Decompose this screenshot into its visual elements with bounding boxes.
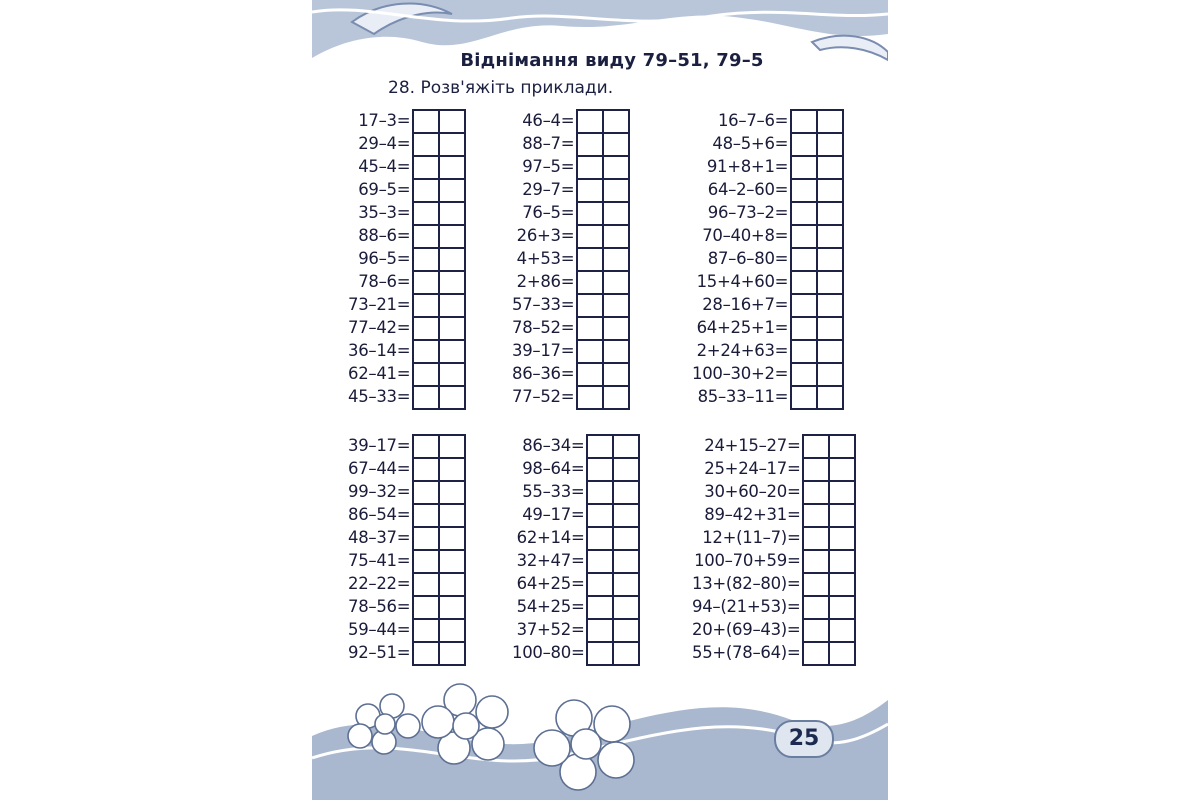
answer-cell[interactable] [830,551,854,572]
expression: 62–41= [348,364,411,383]
answer-cell[interactable] [804,528,830,549]
expression: 46–4= [522,111,575,130]
answer-grid[interactable] [790,109,844,410]
expression: 45–4= [358,157,411,176]
answer-cell[interactable] [818,226,842,247]
answer-cell[interactable] [792,249,818,270]
answer-row [804,459,854,482]
answer-row [792,295,842,318]
block-bottom-middle [512,434,640,666]
answer-cell[interactable] [614,528,638,549]
expression: 2+86= [516,272,575,291]
answer-row [588,505,638,528]
answer-row [792,134,842,157]
answer-row [588,620,638,643]
answer-cell[interactable] [578,272,604,293]
answer-cell[interactable] [440,551,464,572]
answer-row [414,295,464,318]
answer-cell[interactable] [440,249,464,270]
answer-cell[interactable] [614,551,638,572]
answer-cell[interactable] [578,295,604,316]
expression: 39–17= [512,341,575,360]
expression: 35–3= [358,203,411,222]
answer-cell[interactable] [440,459,464,480]
answer-cell[interactable] [414,180,440,201]
answer-row [578,341,628,364]
answer-row [792,226,842,249]
answer-cell[interactable] [440,387,464,408]
answer-cell[interactable] [604,318,628,339]
answer-grid[interactable] [412,109,466,410]
answer-cell[interactable] [614,643,638,664]
expression: 78–52= [512,318,575,337]
answer-row [414,203,464,226]
expression: 86–54= [348,505,411,524]
answer-cell[interactable] [830,528,854,549]
answer-cell[interactable] [818,203,842,224]
answer-cell[interactable] [414,643,440,664]
answer-row [588,528,638,551]
answer-row [414,482,464,505]
answer-cell[interactable] [414,505,440,526]
expression: 16–7–6= [717,111,789,130]
expression: 55–33= [522,482,585,501]
answer-cell[interactable] [792,295,818,316]
answer-row [588,551,638,574]
answer-row [414,597,464,620]
answer-cell[interactable] [830,436,854,457]
answer-cell[interactable] [818,180,842,201]
answer-row [792,111,842,134]
expression: 96–5= [358,249,411,268]
answer-cell[interactable] [414,295,440,316]
answer-row [792,341,842,364]
answer-cell[interactable] [804,459,830,480]
answer-cell[interactable] [588,436,614,457]
expression: 94–(21+53)= [692,597,801,616]
answer-cell[interactable] [414,436,440,457]
answer-cell[interactable] [604,134,628,155]
expression: 91+8+1= [706,157,789,176]
expression: 88–6= [358,226,411,245]
answer-cell[interactable] [818,387,842,408]
answer-cell[interactable] [792,134,818,155]
expression: 20+(69–43)= [692,620,801,639]
answer-cell[interactable] [578,157,604,178]
expression: 4+53= [516,249,575,268]
answer-cell[interactable] [588,597,614,618]
answer-cell[interactable] [604,295,628,316]
answer-cell[interactable] [792,111,818,132]
answer-cell[interactable] [440,597,464,618]
answer-row [588,597,638,620]
expression: 55+(78–64)= [692,643,801,662]
answer-row [578,295,628,318]
answer-cell[interactable] [414,226,440,247]
answer-cell[interactable] [414,341,440,362]
expression-list [348,109,410,408]
expression: 86–36= [512,364,575,383]
answer-cell[interactable] [578,387,604,408]
answer-cell[interactable] [604,203,628,224]
answer-cell[interactable] [414,111,440,132]
answer-cell[interactable] [578,180,604,201]
answer-cell[interactable] [818,295,842,316]
expression: 100–70+59= [694,551,801,570]
answer-row [578,387,628,408]
answer-cell[interactable] [804,574,830,595]
answer-row [414,620,464,643]
expression: 76–5= [522,203,575,222]
answer-cell[interactable] [604,249,628,270]
answer-cell[interactable] [414,620,440,641]
answer-row [588,482,638,505]
answer-cell[interactable] [830,620,854,641]
block-top-middle [512,109,630,410]
expression: 30+60–20= [704,482,801,501]
expression: 98–64= [522,459,585,478]
expression: 97–5= [522,157,575,176]
answer-cell[interactable] [614,436,638,457]
answer-cell[interactable] [440,272,464,293]
expression: 75–41= [348,551,411,570]
answer-row [414,505,464,528]
answer-cell[interactable] [440,318,464,339]
answer-cell[interactable] [792,341,818,362]
expression: 32+47= [516,551,585,570]
answer-cell[interactable] [588,482,614,503]
answer-cell[interactable] [604,157,628,178]
answer-cell[interactable] [830,597,854,618]
answer-cell[interactable] [588,620,614,641]
answer-cell[interactable] [578,203,604,224]
answer-cell[interactable] [440,203,464,224]
expression-list [348,434,410,664]
answer-cell[interactable] [578,226,604,247]
answer-row [414,111,464,134]
answer-cell[interactable] [414,318,440,339]
expression: 57–33= [512,295,575,314]
expression: 28–16+7= [702,295,789,314]
answer-cell[interactable] [818,249,842,270]
answer-cell[interactable] [614,597,638,618]
answer-cell[interactable] [614,505,638,526]
expression: 70–40+8= [702,226,789,245]
answer-cell[interactable] [614,459,638,480]
answer-row [804,528,854,551]
answer-cell[interactable] [440,482,464,503]
answer-cell[interactable] [414,482,440,503]
answer-row [578,318,628,341]
answer-row [414,226,464,249]
answer-cell[interactable] [830,643,854,664]
answer-cell[interactable] [440,364,464,385]
answer-cell[interactable] [588,505,614,526]
answer-cell[interactable] [792,180,818,201]
answer-cell[interactable] [818,364,842,385]
answer-cell[interactable] [818,318,842,339]
answer-row [414,459,464,482]
answer-cell[interactable] [414,551,440,572]
expression: 78–56= [348,597,411,616]
block-bottom-right [692,434,856,666]
answer-cell[interactable] [792,364,818,385]
answer-cell[interactable] [818,341,842,362]
answer-cell[interactable] [604,111,628,132]
answer-cell[interactable] [804,551,830,572]
answer-row [804,620,854,643]
expression: 12+(11–7)= [702,528,801,547]
block-bottom-left [348,434,466,666]
answer-row [792,387,842,408]
answer-cell[interactable] [604,364,628,385]
expression: 92–51= [348,643,411,662]
answer-cell[interactable] [804,597,830,618]
answer-cell[interactable] [792,226,818,247]
expression: 77–52= [512,387,575,406]
expression-list [512,109,574,408]
expression: 88–7= [522,134,575,153]
answer-row [588,574,638,597]
answer-cell[interactable] [440,436,464,457]
answer-row [578,111,628,134]
expression: 87–6–80= [707,249,789,268]
answer-cell[interactable] [414,134,440,155]
answer-row [414,551,464,574]
answer-cell[interactable] [588,574,614,595]
expression: 73–21= [348,295,411,314]
expression: 77–42= [348,318,411,337]
answer-cell[interactable] [414,528,440,549]
answer-row [578,180,628,203]
expression: 48–37= [348,528,411,547]
answer-cell[interactable] [604,272,628,293]
answer-cell[interactable] [414,249,440,270]
block-top-right [692,109,844,410]
answer-cell[interactable] [440,180,464,201]
answer-grid[interactable] [802,434,856,666]
answer-grid[interactable] [412,434,466,666]
expression: 48–5+6= [712,134,789,153]
answer-row [792,180,842,203]
workbook-page [312,0,888,800]
answer-row [804,436,854,459]
expression: 99–32= [348,482,411,501]
answer-cell[interactable] [440,226,464,247]
answer-cell[interactable] [588,551,614,572]
answer-cell[interactable] [440,295,464,316]
expression-list [692,434,800,664]
expression: 100–30+2= [692,364,789,383]
answer-cell[interactable] [604,180,628,201]
answer-cell[interactable] [414,203,440,224]
answer-row [792,318,842,341]
answer-grid[interactable] [586,434,640,666]
page-inner [312,0,888,800]
answer-row [578,134,628,157]
answer-cell[interactable] [614,620,638,641]
answer-cell[interactable] [804,436,830,457]
answer-row [804,643,854,664]
expression: 59–44= [348,620,411,639]
answer-cell[interactable] [818,111,842,132]
answer-row [414,157,464,180]
expression: 24+15–27= [704,436,801,455]
answer-cell[interactable] [578,318,604,339]
expression: 17–3= [358,111,411,130]
expression: 49–17= [522,505,585,524]
expression: 100–80= [512,643,585,662]
answer-row [578,203,628,226]
answer-row [804,505,854,528]
expression: 13+(82–80)= [692,574,801,593]
answer-row [414,574,464,597]
expression: 85–33–11= [697,387,789,406]
expression: 29–4= [358,134,411,153]
answer-cell[interactable] [588,528,614,549]
answer-row [804,551,854,574]
answer-row [578,272,628,295]
expression: 37+52= [516,620,585,639]
expression: 67–44= [348,459,411,478]
answer-cell[interactable] [578,134,604,155]
answer-row [414,387,464,408]
answer-cell[interactable] [792,157,818,178]
expression-list [512,434,584,664]
expression: 78–6= [358,272,411,291]
expression: 62+14= [516,528,585,547]
expression: 89–42+31= [704,505,801,524]
answer-cell[interactable] [440,134,464,155]
answer-row [414,341,464,364]
answer-row [578,249,628,272]
answer-cell[interactable] [792,387,818,408]
answer-cell[interactable] [588,643,614,664]
expression: 39–17= [348,436,411,455]
expression: 15+4+60= [696,272,789,291]
answer-row [804,574,854,597]
answer-cell[interactable] [578,341,604,362]
expression: 26+3= [516,226,575,245]
page-number: 25 [774,720,834,758]
answer-cell[interactable] [414,574,440,595]
answer-row [792,203,842,226]
answer-cell[interactable] [414,364,440,385]
answer-cell[interactable] [578,364,604,385]
answer-cell[interactable] [414,157,440,178]
answer-cell[interactable] [804,505,830,526]
answer-cell[interactable] [440,157,464,178]
answer-cell[interactable] [804,620,830,641]
expression: 64+25= [516,574,585,593]
answer-cell[interactable] [414,459,440,480]
expression: 45–33= [348,387,411,406]
answer-row [414,436,464,459]
expression: 86–34= [522,436,585,455]
answer-cell[interactable] [578,111,604,132]
answer-cell[interactable] [792,203,818,224]
answer-cell[interactable] [440,643,464,664]
answer-cell[interactable] [830,459,854,480]
answer-row [414,180,464,203]
page-title: Віднімання виду 79–51, 79–5 [460,50,764,71]
answer-row [804,597,854,620]
expression: 36–14= [348,341,411,360]
answer-row [792,249,842,272]
answer-row [414,272,464,295]
answer-row [414,134,464,157]
expression: 96–73–2= [707,203,789,222]
answer-cell[interactable] [414,597,440,618]
answer-cell[interactable] [440,111,464,132]
answer-cell[interactable] [804,643,830,664]
answer-grid[interactable] [576,109,630,410]
answer-row [414,364,464,387]
answer-row [804,482,854,505]
expression: 29–7= [522,180,575,199]
expression-list [692,109,788,408]
answer-cell[interactable] [440,341,464,362]
answer-cell[interactable] [414,387,440,408]
answer-row [792,272,842,295]
answer-cell[interactable] [440,574,464,595]
expression: 64+25+1= [696,318,789,337]
answer-cell[interactable] [792,318,818,339]
answer-cell[interactable] [578,249,604,270]
task-instruction: 28. Розв'яжіть приклади. [388,78,614,98]
answer-cell[interactable] [604,341,628,362]
answer-cell[interactable] [414,272,440,293]
answer-cell[interactable] [604,226,628,247]
answer-cell[interactable] [818,134,842,155]
answer-row [414,318,464,341]
answer-cell[interactable] [792,272,818,293]
block-top-left [348,109,466,410]
answer-cell[interactable] [604,387,628,408]
answer-row [792,157,842,180]
expression: 2+24+63= [696,341,789,360]
answer-cell[interactable] [830,574,854,595]
answer-row [588,643,638,664]
answer-row [578,226,628,249]
answer-cell[interactable] [588,459,614,480]
answer-cell[interactable] [614,574,638,595]
answer-cell[interactable] [818,272,842,293]
answer-cell[interactable] [614,482,638,503]
expression: 54+25= [516,597,585,616]
answer-cell[interactable] [440,620,464,641]
answer-row [414,643,464,664]
answer-row [414,249,464,272]
answer-cell[interactable] [830,505,854,526]
answer-row [578,364,628,387]
answer-cell[interactable] [440,528,464,549]
answer-cell[interactable] [818,157,842,178]
answer-cell[interactable] [830,482,854,503]
expression: 64–2–60= [707,180,789,199]
answer-cell[interactable] [804,482,830,503]
answer-row [414,528,464,551]
expression: 22–22= [348,574,411,593]
expression: 25+24–17= [704,459,801,478]
answer-cell[interactable] [440,505,464,526]
answer-row [588,436,638,459]
answer-row [588,459,638,482]
answer-row [578,157,628,180]
answer-row [792,364,842,387]
expression: 69–5= [358,180,411,199]
